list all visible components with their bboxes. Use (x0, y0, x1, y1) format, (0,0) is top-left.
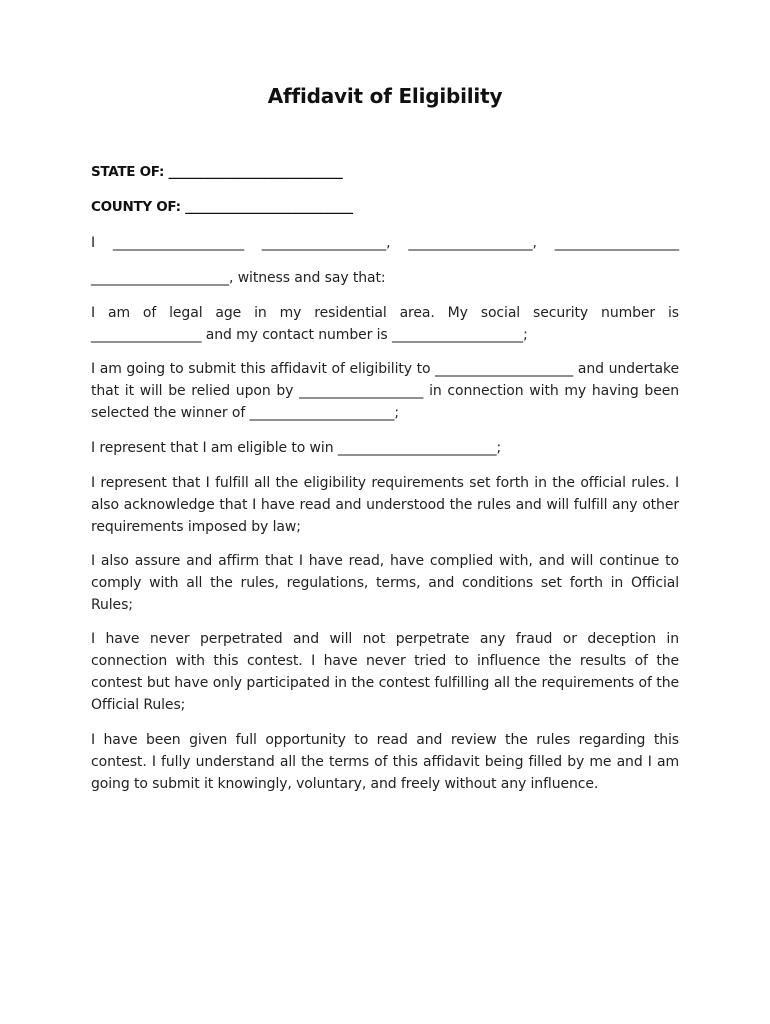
paragraph-eligibility-requirements: I represent that I fulfill all the eligibility requirements set forth in the official rules. I also acknowledge that I have read and understood the rules and will fulfill any other requirements imposed by law; (91, 475, 679, 535)
paragraph-no-fraud: I have never perpetrated and will not perpetrate any fraud or deception in connection with this contest. I have never tried to influence the results of the contest but have only participated in the contest fulfilling all the requirements of the Official Rules; (91, 631, 679, 713)
witness-line: ____________________, witness and say that: (91, 270, 386, 286)
county-field: COUNTY OF: __________________________ (91, 199, 353, 215)
paragraph-eligible-to-win: I represent that I am eligible to win _______________________; (91, 440, 502, 456)
paragraph-submit-affidavit: I am going to submit this affidavit of eligibility to ____________________ and undertake that it will be relied upon by __________________ in connection with my having been selected the winner of _____________________; (91, 361, 679, 421)
document-title: Affidavit of Eligibility (267, 84, 503, 108)
state-field: STATE OF: ___________________________ (91, 164, 343, 180)
paragraph-full-opportunity: I have been given full opportunity to read and review the rules regarding this contest. I fully understand all the terms of this affidavit being filled by me and I am going to submit it knowingly, voluntary, and freely without any influence. (91, 732, 679, 792)
paragraph-assure-affirm: I also assure and affirm that I have read, have complied with, and will continue to comply with all the rules, regulations, terms, and conditions set forth in Official Rules; (91, 553, 679, 613)
name-field-line: I ___________________ __________________, __________________, __________________ (91, 235, 679, 251)
paragraph-legal-age: I am of legal age in my residential area. My social security number is ________________ and my contact number is ___________________; (91, 305, 679, 343)
